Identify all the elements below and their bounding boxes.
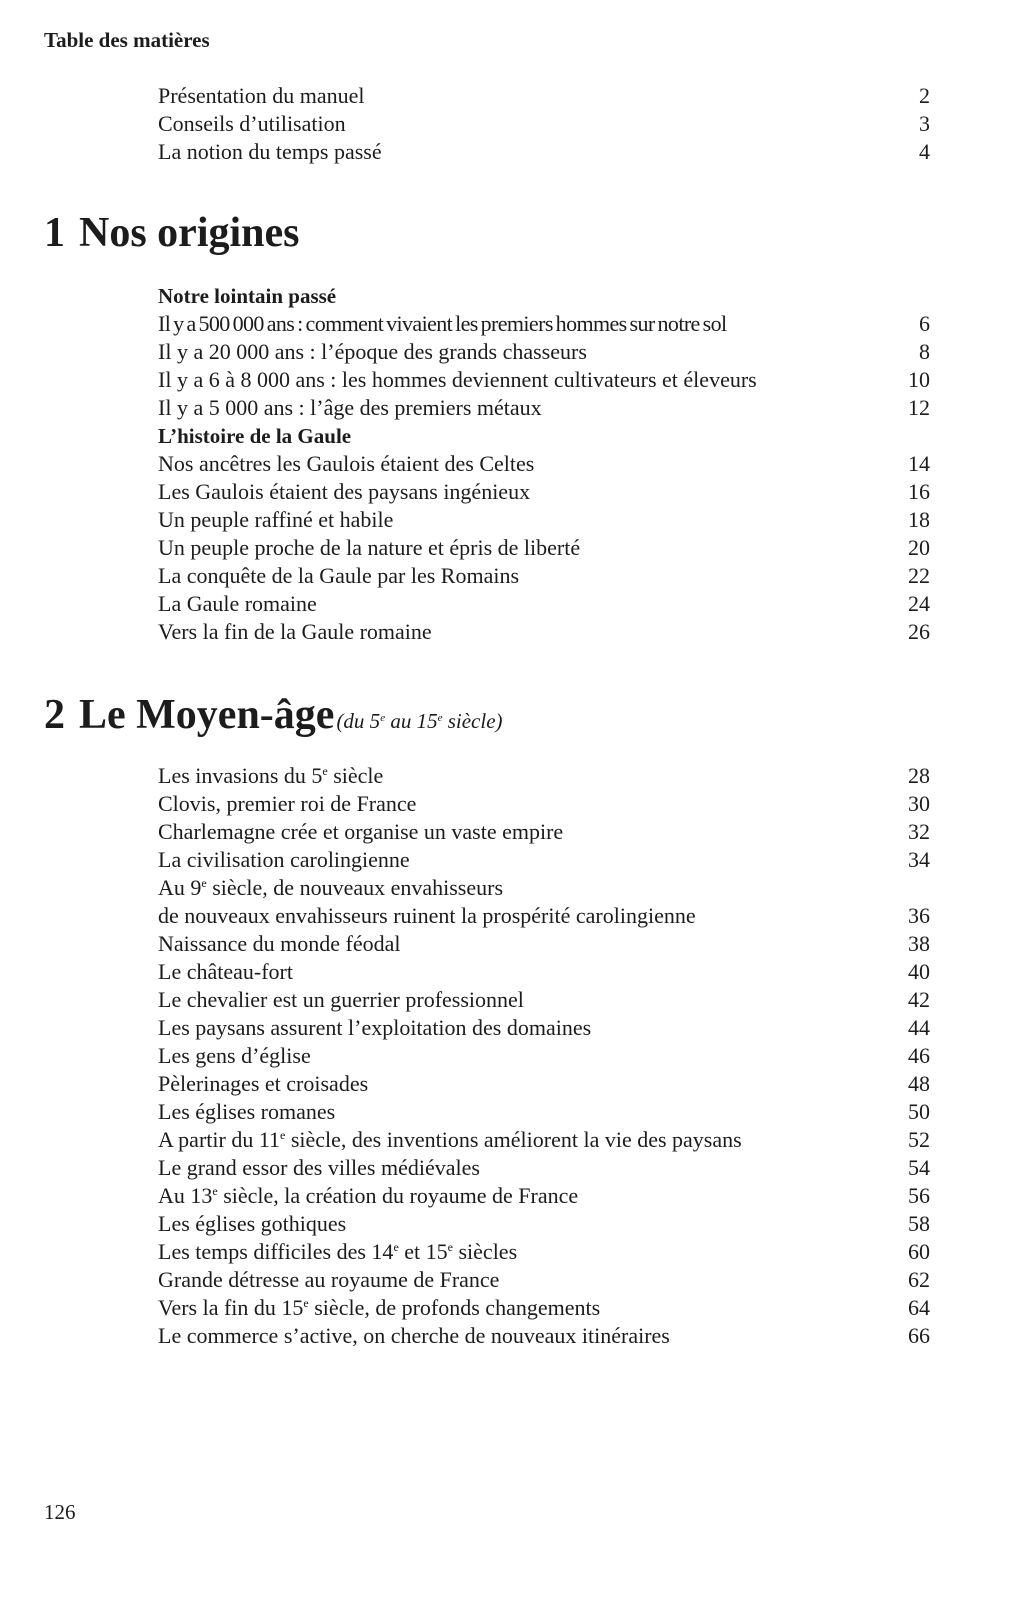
entry-page: 42 [908, 987, 930, 1012]
entry-page: 10 [908, 367, 930, 392]
toc-entry [158, 1210, 930, 1238]
entry-title: Il y a 6 à 8 000 ans : les hommes deviennent cultivateurs et éleveurs [158, 367, 757, 392]
toc-entry [158, 1154, 930, 1182]
entry-title [158, 1182, 578, 1210]
entry-page: 30 [908, 791, 930, 816]
entry-title-part: de nouveaux envahisseurs ruinent la prospérité carolingienne [158, 903, 696, 928]
subtitle-part: siècle) [442, 709, 503, 733]
entry-title-part: Les temps difficiles des 14 [158, 1239, 394, 1264]
entry-title [158, 1266, 499, 1294]
entry-page: 56 [908, 1183, 930, 1208]
entry-title-part: siècles [452, 1239, 518, 1264]
toc-entry [158, 562, 930, 590]
toc-entry [158, 762, 930, 790]
toc-entry [158, 986, 930, 1014]
entry-title-part: Grande détresse au royaume de France [158, 1267, 500, 1292]
toc-entry [158, 930, 930, 958]
toc-entry [158, 1098, 930, 1126]
entry-title-part: Les gens d’église [158, 1043, 311, 1068]
chapter-1-list [158, 282, 930, 646]
chapter-title: Le Moyen-âge [79, 692, 335, 738]
entry-title [158, 930, 401, 958]
entry-page: 52 [908, 1127, 930, 1152]
entry-title: Un peuple proche de la nature et épris de liberté [158, 535, 581, 560]
entry-page: 40 [908, 959, 930, 984]
entry-page: 4 [919, 139, 930, 164]
entry-title-part: Les églises romanes [158, 1099, 336, 1124]
entry-title-part: Les églises gothiques [158, 1211, 347, 1236]
entry-title-part: et 15 [398, 1239, 448, 1264]
entry-title-part: Au 13 [158, 1183, 213, 1208]
entry-title [158, 1070, 368, 1098]
entry-page: 16 [908, 479, 930, 504]
toc-entry [158, 1126, 930, 1154]
toc-entry [158, 394, 930, 422]
entry-title: Vers la fin de la Gaule romaine [158, 619, 432, 644]
entry-page: 34 [908, 847, 930, 872]
toc-entry [158, 1182, 930, 1210]
toc-entry [158, 366, 930, 394]
entry-page: 2 [919, 83, 930, 108]
entry-title-part: Le château-fort [158, 959, 293, 984]
entry-page: 58 [908, 1211, 930, 1236]
page-number: 126 [44, 1500, 76, 1524]
toc-entry [158, 450, 930, 478]
entry-title-part: Vers la fin du 15 [158, 1295, 304, 1320]
entry-title-part: siècle [327, 763, 384, 788]
entry-title-part: Les invasions du 5 [158, 763, 323, 788]
chapter-1-heading [44, 208, 300, 258]
entry-title: Présentation du manuel [158, 83, 365, 108]
entry-page: 20 [908, 535, 930, 560]
entry-title [158, 986, 524, 1014]
toc-entry [158, 958, 930, 986]
toc-entry [158, 534, 930, 562]
section-heading: Notre lointain passé [158, 284, 337, 308]
entry-title-part: La civilisation carolingienne [158, 847, 410, 872]
toc-entry [158, 1014, 930, 1042]
entry-title-part: Naissance du monde féodal [158, 931, 401, 956]
toc-entry [158, 82, 930, 110]
entry-title-part: Les paysans assurent l’exploitation des domaines [158, 1015, 592, 1040]
entry-title [158, 1294, 600, 1322]
entry-title-part: siècle, de nouveaux envahisseurs [206, 875, 504, 900]
entry-title-part: Le grand essor des villes médiévales [158, 1155, 480, 1180]
entry-page: 12 [908, 395, 930, 420]
toc-entry [158, 874, 930, 902]
entry-page: 6 [919, 311, 930, 336]
entry-title: Nos ancêtres les Gaulois étaient des Celtes [158, 451, 535, 476]
subtitle-part: (du 5 [336, 709, 381, 733]
toc-entry [158, 790, 930, 818]
toc-entry [158, 1322, 930, 1350]
entry-title: Conseils d’utilisation [158, 111, 346, 136]
entry-title-part: siècle, des inventions améliorent la vie des paysans [285, 1127, 742, 1152]
toc-entry [158, 478, 930, 506]
chapter-2-list [158, 762, 930, 1350]
entry-title: Il y a 5 000 ans : l’âge des premiers métaux [158, 395, 542, 420]
toc-entry [158, 590, 930, 618]
entry-title [158, 818, 563, 846]
entry-title-part: A partir du 11 [158, 1127, 280, 1152]
entry-page: 36 [908, 903, 930, 928]
subtitle-sup: e [380, 712, 386, 724]
entry-page: 24 [908, 591, 930, 616]
entry-title [158, 846, 410, 874]
entry-title-sup: e [280, 1128, 286, 1142]
entry-title-part: Au 9 [158, 875, 202, 900]
entry-title [158, 1210, 346, 1238]
entry-page: 3 [919, 111, 930, 136]
toc-entry [158, 818, 930, 846]
entry-page: 38 [908, 931, 930, 956]
section-heading: L’histoire de la Gaule [158, 424, 352, 448]
entry-title: Un peuple raffiné et habile [158, 507, 394, 532]
entry-page: 14 [908, 451, 930, 476]
entry-page: 18 [908, 507, 930, 532]
toc-entry [158, 1042, 930, 1070]
toc-entry [158, 1266, 930, 1294]
entry-title: La notion du temps passé [158, 139, 382, 164]
toc-entry [158, 618, 930, 646]
subtitle-part: au 15 [385, 709, 438, 733]
entry-page: 64 [908, 1295, 930, 1320]
entry-page: 60 [908, 1239, 930, 1264]
entry-page: 66 [908, 1323, 930, 1348]
entry-title-part: siècle, la création du royaume de France [217, 1183, 579, 1208]
entry-page: 48 [908, 1071, 930, 1096]
toc-entry [158, 506, 930, 534]
toc-entry [158, 902, 930, 930]
entry-title [158, 1014, 591, 1042]
entry-title-part: Le chevalier est un guerrier professionnel [158, 987, 524, 1012]
entry-title [158, 762, 383, 790]
entry-title-part: Pèlerinages et croisades [158, 1071, 369, 1096]
toc-entry [158, 846, 930, 874]
intro-list [158, 82, 930, 166]
entry-title [158, 1042, 311, 1070]
entry-title-sup: e [393, 1240, 399, 1254]
chapter-2-heading [44, 690, 503, 746]
subtitle-sup: e [437, 712, 443, 724]
chapter-title: Nos origines [79, 210, 300, 256]
entry-title [158, 790, 416, 818]
toc-header: Table des matières [44, 28, 210, 52]
entry-title: Les Gaulois étaient des paysans ingénieux [158, 479, 531, 504]
entry-page: 8 [919, 339, 930, 364]
entry-title-sup: e [322, 764, 328, 778]
chapter-subtitle [336, 709, 502, 733]
entry-title-part: Le commerce s’active, on cherche de nouveaux itinéraires [158, 1323, 670, 1348]
toc-entry [158, 1070, 930, 1098]
entry-title-part: Clovis, premier roi de France [158, 791, 417, 816]
entry-page: 50 [908, 1099, 930, 1124]
entry-title-part: Charlemagne crée et organise un vaste empire [158, 819, 564, 844]
toc-entry [158, 138, 930, 166]
entry-title: La Gaule romaine [158, 591, 317, 616]
entry-title: Il y a 500 000 ans : comment vivaient les premiers hommes sur notre sol [158, 311, 727, 336]
entry-title: La conquête de la Gaule par les Romains [158, 563, 520, 588]
entry-title: Il y a 20 000 ans : l’époque des grands chasseurs [158, 339, 587, 364]
chapter-number: 2 [44, 692, 65, 738]
entry-title [158, 874, 503, 902]
entry-page: 32 [908, 819, 930, 844]
entry-page: 44 [908, 1015, 930, 1040]
entry-title-sup: e [201, 876, 207, 890]
entry-title [158, 902, 696, 930]
entry-title [158, 1098, 335, 1126]
entry-title-sup: e [303, 1296, 309, 1310]
entry-page: 28 [908, 763, 930, 788]
entry-title [158, 1126, 742, 1154]
entry-title [158, 1238, 517, 1266]
chapter-number: 1 [44, 210, 65, 256]
toc-entry [158, 1238, 930, 1266]
entry-page: 62 [908, 1267, 930, 1292]
entry-title-part: siècle, de profonds changements [308, 1295, 601, 1320]
entry-title [158, 1322, 670, 1350]
toc-entry [158, 310, 930, 338]
toc-entry [158, 110, 930, 138]
entry-page: 54 [908, 1155, 930, 1180]
entry-page: 46 [908, 1043, 930, 1068]
entry-page: 26 [908, 619, 930, 644]
entry-title-sup: e [212, 1184, 218, 1198]
toc-entry [158, 1294, 930, 1322]
entry-page: 22 [908, 563, 930, 588]
entry-title [158, 1154, 480, 1182]
entry-title [158, 958, 293, 986]
toc-entry [158, 338, 930, 366]
entry-title-sup: e [447, 1240, 453, 1254]
